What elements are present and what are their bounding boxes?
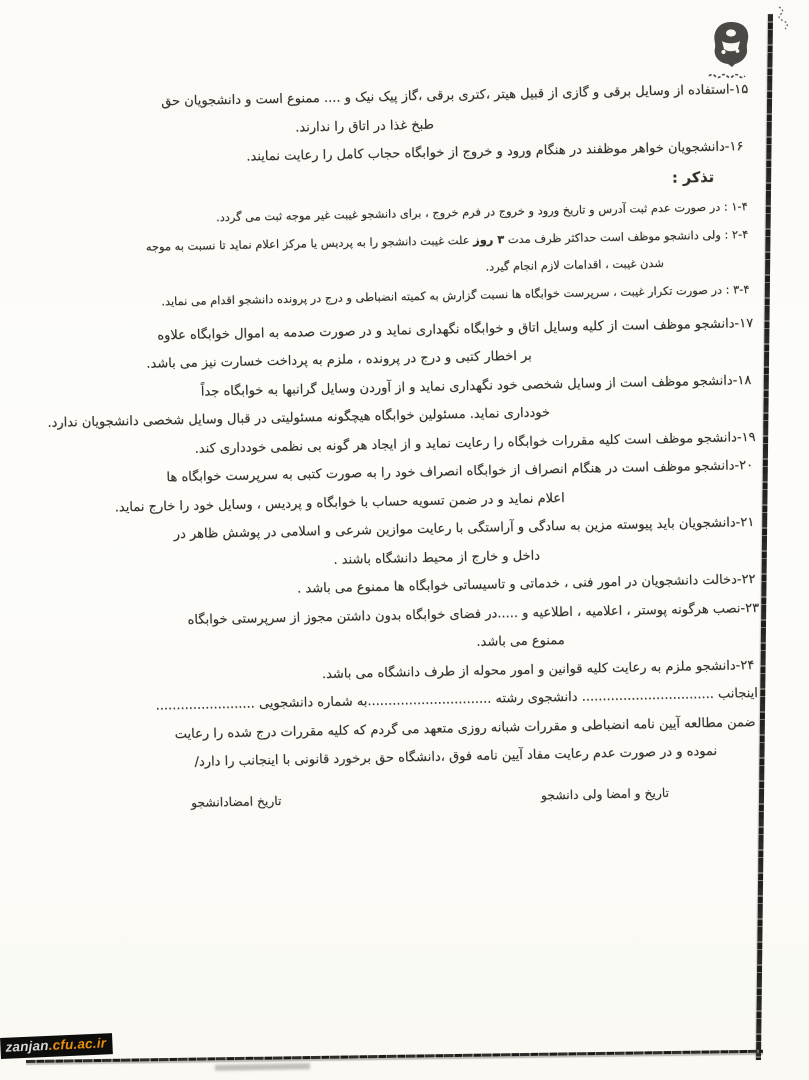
note-entry-3-4: ۳-۴ : در صورت تکرار غیبت ، سرپرست خوابگاه ها نسبت گزارش به کمیته انضباطی و درج در پرونده دانشجو اقدام می نماید. bbox=[161, 281, 750, 308]
rule-18-line-2: خودداری نماید. مسئولین خوابگاه هیچگونه مسئولیتی در قبال وسایل شخصی دانشجویان ندارد. bbox=[47, 405, 551, 431]
guardian-signature-label: تاریخ و امضا ولی دانشجو bbox=[540, 785, 670, 803]
note-entry-2-4-post: علت غیبت دانشجو را به پردیس یا مرکز اعلام نماید تا نسبت به موجه bbox=[145, 232, 474, 254]
scan-edge-bottom bbox=[26, 1050, 763, 1063]
student-signature-label: تاریخ امضادانشجو bbox=[190, 793, 282, 810]
rule-15-line-1: ۱۵-استفاده از وسایل برقی و گازی از قبیل هیتر ،کتری برقی ،گاز پیک نیک و .... ممنوع است و دانشجویان حق bbox=[160, 81, 749, 110]
rule-22: ۲۲-دخالت دانشجویان در امور فنی ، خدماتی و تاسیساتی خوابگاه ها ممنوع می باشد . bbox=[296, 571, 756, 597]
rule-21-line-2: داخل و خارج از محیط دانشگاه باشند . bbox=[333, 547, 541, 568]
declaration-line-3: نموده و در صورت عدم رعایت مفاد آیین نامه فوق ،دانشگاه حق برخورد قانونی با اینجانب را دارد/ bbox=[194, 743, 718, 770]
rule-23-line-2: ممنوع می باشد. bbox=[476, 632, 565, 650]
rule-20-line-1: ۲۰-دانشجو موظف است در هنگام انصراف از خوابگاه انصراف خود را به صورت کتبی به سرپرست خوابگاه ها bbox=[166, 457, 754, 486]
watermark-url bbox=[0, 1033, 113, 1059]
note-entry-2-4-duration: ۳ روز bbox=[472, 231, 505, 247]
note-entry-1-4: ۱-۴ : در صورت عدم ثبت آدرس و تاریخ ورود و خروج در فرم خروج ، برای دانشجو غیبت غیر موجه ثبت می گردد. bbox=[215, 199, 748, 225]
watermark-site: zanjan bbox=[5, 1037, 49, 1055]
signature-row bbox=[51, 784, 763, 813]
rule-19: ۱۹-دانشجو موظف است کلیه مقررات خوابگاه را رعایت نماید و از ایجاد هر گونه بی نظمی خودداری کند. bbox=[194, 429, 756, 457]
scan-smudge bbox=[215, 1063, 310, 1071]
note-entry-2-4-line-2: شدن غیبت ، اقدامات لازم انجام گیرد. bbox=[485, 255, 664, 274]
corner-scribble bbox=[775, 5, 791, 35]
rule-17-line-1: ۱۷-دانشجو موظف است از کلیه وسایل اتاق و خوابگاه نگهداری نماید و در صورت صدمه به اموال خوابگاه علاوه bbox=[157, 315, 754, 343]
rule-15-line-2: طبخ غذا در اتاق را ندارند. bbox=[295, 117, 435, 135]
note-heading: تذکر : bbox=[671, 169, 715, 187]
rule-24: ۲۴-دانشجو ملزم به رعایت کلیه قوانین و امور محوله از طرف دانشگاه می باشد. bbox=[321, 657, 755, 682]
rule-18-line-1: ۱۸-دانشجو موظف است از وسایل شخصی خود نگهداری نماید و از آوردن وسایل گرانبها به خوابگاه جداً bbox=[200, 372, 752, 400]
rule-16: ۱۶-دانشجویان خواهر موظفند در هنگام ورود و خروج از خوابگاه حجاب کامل را رعایت نمایند. bbox=[246, 139, 744, 165]
rule-23-line-1: ۲۳-نصب هرگونه پوستر ، اعلامیه ، اطلاعیه و .....در فضای خوابگاه بدون داشتن مجوز از سرپرستی خوابگاه bbox=[187, 600, 760, 628]
declaration-blanks-line: اینجانب ................................ دانشجوی رشته ..............................به شماره دانشجویی ........................ bbox=[155, 685, 759, 714]
note-entry-2-4-line-1 bbox=[39, 225, 748, 258]
declaration-line-2: ضمن مطالعه آیین نامه انضباطی و مقررات شبانه روزی متعهد می گردم که کلیه مقررات درج شده را رعایت bbox=[174, 714, 756, 742]
scan-edge-right bbox=[756, 14, 773, 1060]
rule-20-line-2: اعلام نماید و در ضمن تسویه حساب با خوابگاه و پردیس ، وسایل خود را خارج نماید. bbox=[114, 490, 565, 515]
watermark-host: .cfu.ac.ir bbox=[48, 1035, 107, 1053]
rule-17-line-2: بر اخطار کتبی و درج در پرونده ، ملزم به پرداخت خسارت نیز می باشد. bbox=[146, 348, 532, 372]
rule-21-line-1: ۲۱-دانشجویان باید پیوسته مزین به سادگی و آراستگی با رعایت موازین شرعی و اسلامی در پوشش ظاهر در bbox=[173, 514, 755, 543]
university-stamp-icon bbox=[702, 20, 760, 82]
document-body bbox=[36, 80, 763, 813]
note-entry-2-4-pre: ۲-۴ : ولی دانشجو موظف است حداکثر ظرف مدت bbox=[504, 226, 749, 246]
